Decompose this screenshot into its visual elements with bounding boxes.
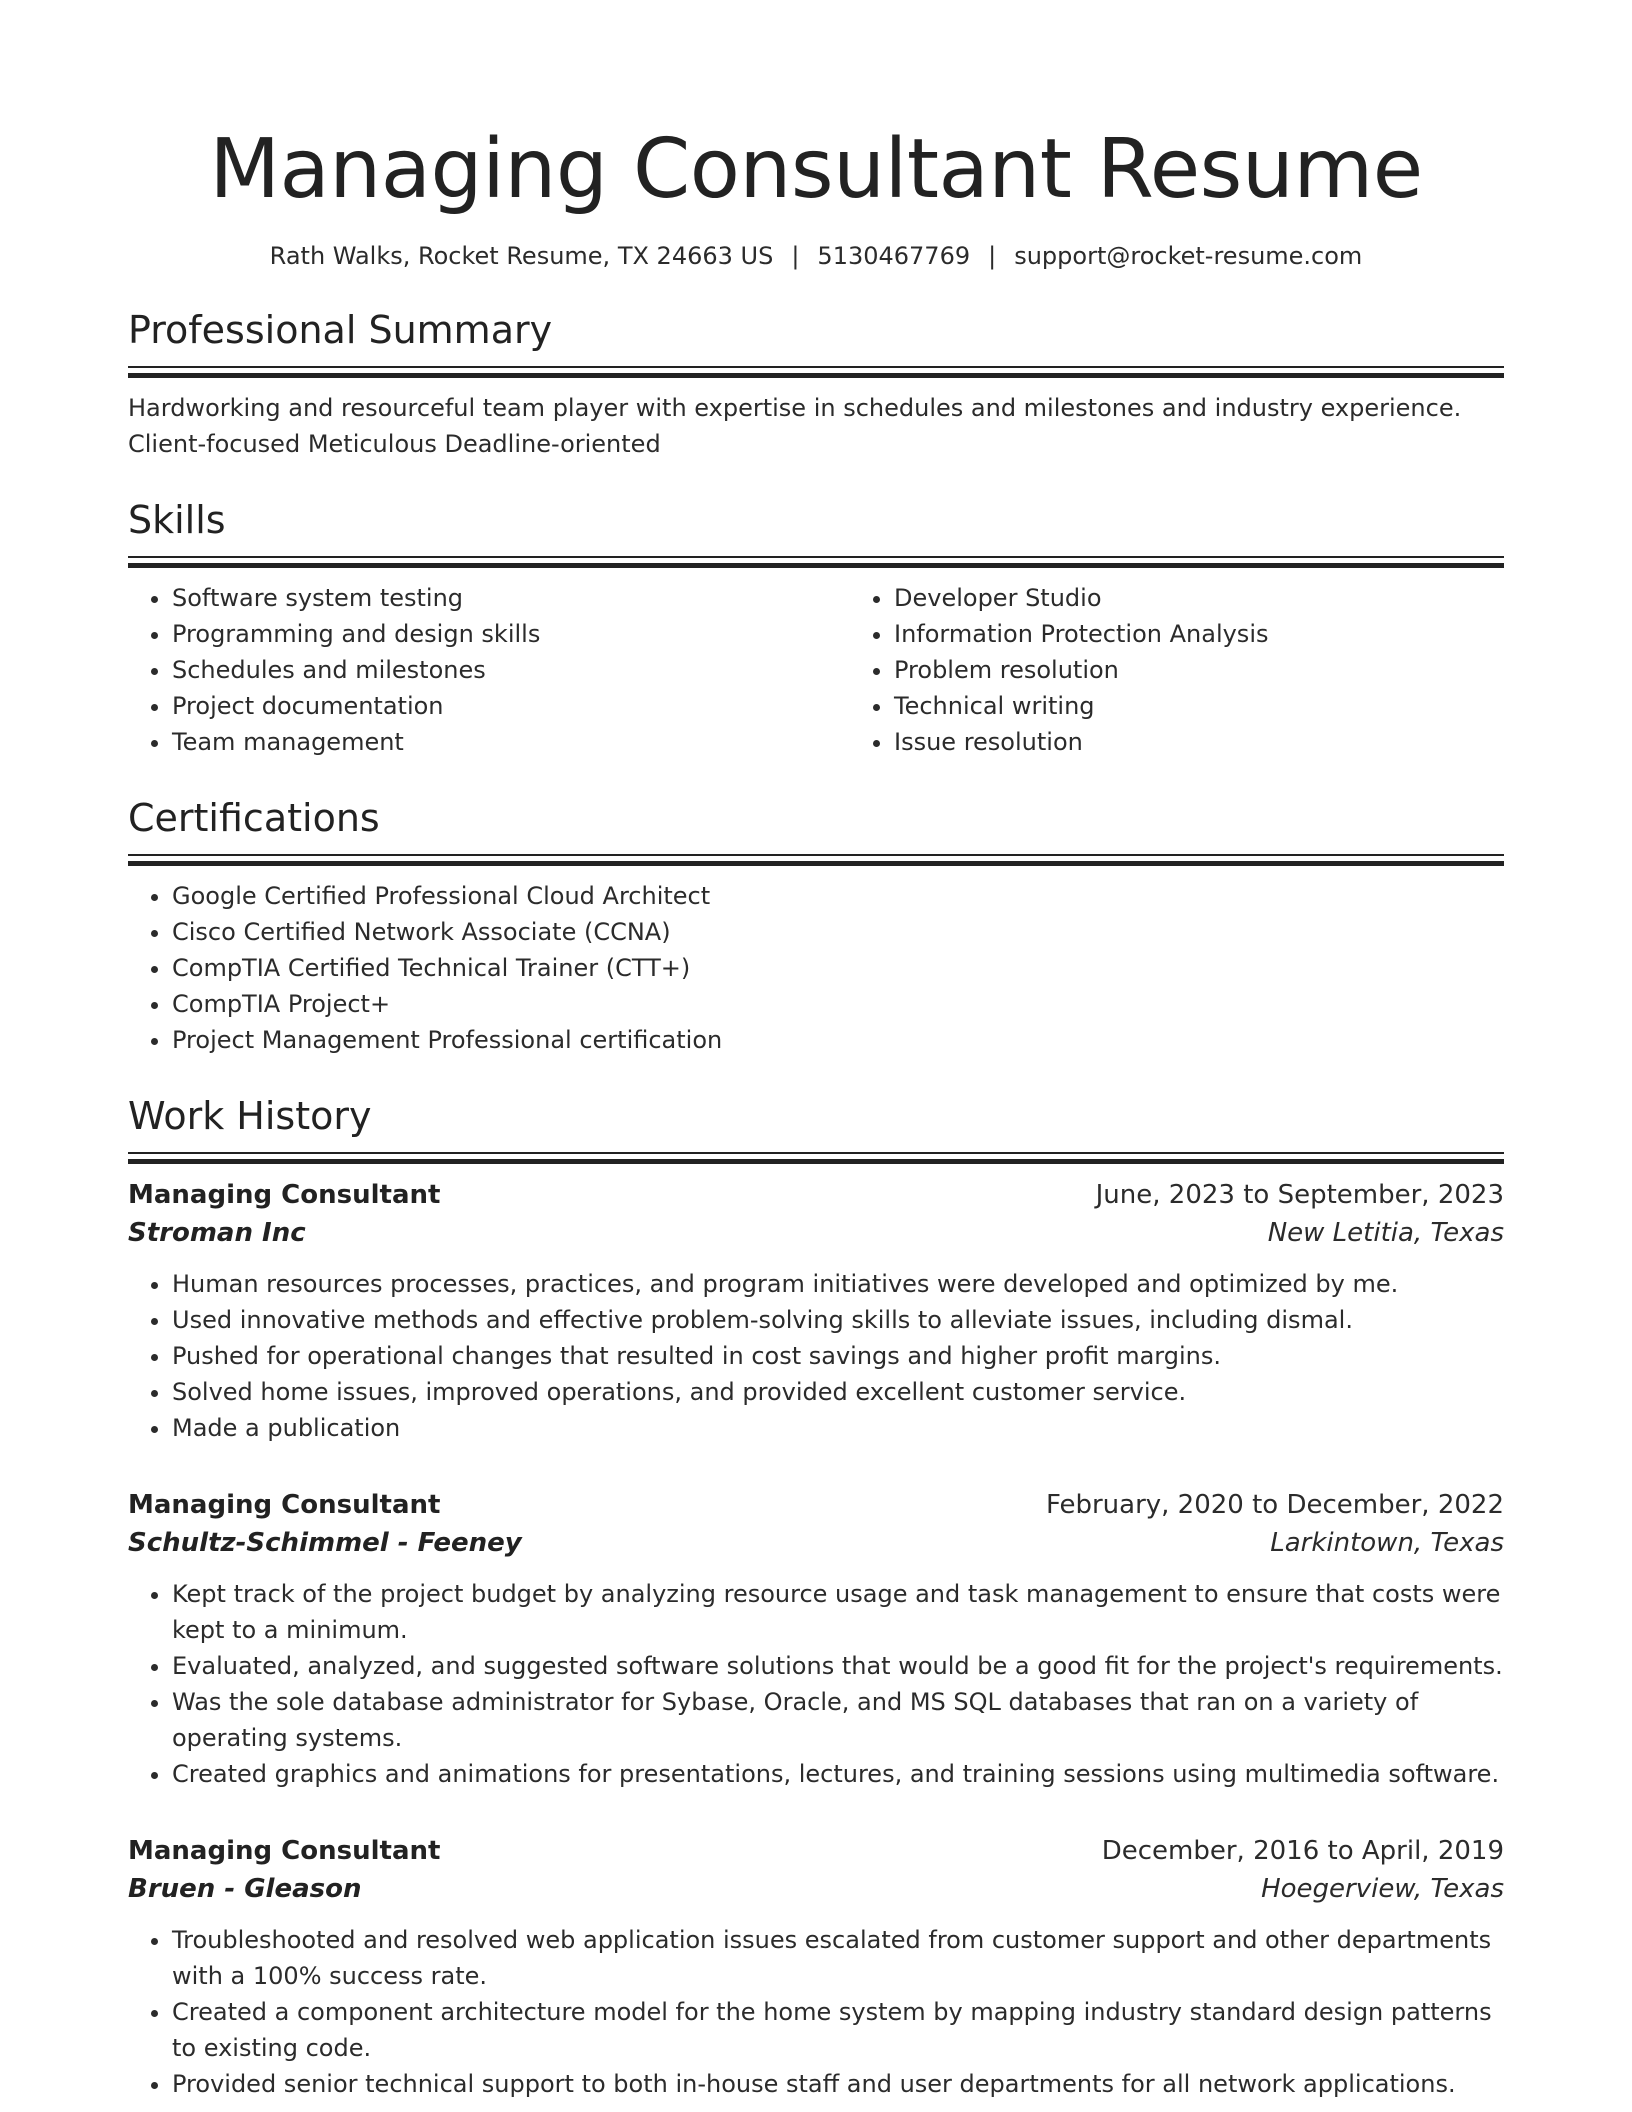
job-bullet: • Used innovative methods and effective problem-solving skills to alleviate issues, including dismal. xyxy=(172,1302,1504,1338)
contact-line xyxy=(128,240,1504,272)
certification-item: • CompTIA Project+ xyxy=(172,986,1504,1022)
skills-grid xyxy=(128,580,1504,760)
contact-email: support@rocket-resume.com xyxy=(1014,242,1363,270)
job-header-row xyxy=(128,1486,1504,1524)
job-bullet: • Was the sole database administrator for Sybase, Oracle, and MS SQL databases that ran on a variety of operating systems. xyxy=(172,1684,1504,1756)
skill-item: • Technical writing xyxy=(894,688,1572,724)
job-bullets xyxy=(128,1922,1504,2102)
section-divider xyxy=(128,1152,1504,1164)
job-bullet: • Made a publication xyxy=(172,1410,1504,1446)
section-divider xyxy=(128,854,1504,866)
skill-item: • Team management xyxy=(172,724,850,760)
summary-heading: Professional Summary xyxy=(128,308,553,352)
job-bullet: • Human resources processes, practices, and program initiatives were developed and optimized by me. xyxy=(172,1266,1504,1302)
contact-phone: 5130467769 xyxy=(817,242,971,270)
job-title: Managing Consultant xyxy=(128,1180,441,1210)
job-entry xyxy=(128,1176,1504,1446)
job-entry xyxy=(128,1832,1504,2102)
job-dates: December, 2016 to April, 2019 xyxy=(1101,1836,1504,1866)
contact-separator: | xyxy=(988,242,997,270)
job-location: New Letitia, Texas xyxy=(1267,1218,1504,1248)
skill-item: • Software system testing xyxy=(172,580,850,616)
certification-item: • Google Certified Professional Cloud Architect xyxy=(172,878,1504,914)
certifications-heading: Certifications xyxy=(128,796,380,840)
skill-item: • Schedules and milestones xyxy=(172,652,850,688)
skill-item: • Programming and design skills xyxy=(172,616,850,652)
job-title: Managing Consultant xyxy=(128,1836,441,1866)
job-bullet: • Created graphics and animations for presentations, lectures, and training sessions using multimedia software. xyxy=(172,1756,1504,1792)
job-bullet: • Created a component architecture model for the home system by mapping industry standard design patterns to existing code. xyxy=(172,1994,1504,2066)
skills-list-left xyxy=(128,580,850,760)
section-divider xyxy=(128,366,1504,378)
job-entry xyxy=(128,1486,1504,1792)
summary-text: Hardworking and resourceful team player with expertise in schedules and milestones and industry experience. Client-focused Meticulous Deadline-oriented xyxy=(128,394,1462,458)
job-location: Hoegerview, Texas xyxy=(1261,1874,1504,1904)
job-company-row xyxy=(128,1524,1504,1562)
job-bullet: • Kept track of the project budget by analyzing resource usage and task management to ensure that costs were kept to a minimum. xyxy=(172,1576,1504,1648)
skill-item: • Information Protection Analysis xyxy=(894,616,1572,652)
page-title: Managing Consultant Resume xyxy=(209,122,1423,217)
section-divider xyxy=(128,556,1504,568)
certification-item: • Cisco Certified Network Associate (CCNA) xyxy=(172,914,1504,950)
skills-list-right xyxy=(850,580,1572,760)
work-history-section xyxy=(128,1092,1504,2102)
job-title: Managing Consultant xyxy=(128,1490,441,1520)
job-bullet: • Troubleshooted and resolved web application issues escalated from customer support and other departments with a 100% success rate. xyxy=(172,1922,1504,1994)
resume-page xyxy=(128,0,1504,2102)
skill-item: • Problem resolution xyxy=(894,652,1572,688)
certifications-section xyxy=(128,794,1504,1058)
job-company-row xyxy=(128,1870,1504,1908)
summary-section xyxy=(128,306,1504,462)
skill-item: • Issue resolution xyxy=(894,724,1572,760)
job-bullet: • Provided senior technical support to both in-house staff and user departments for all network applications. xyxy=(172,2066,1504,2102)
contact-separator: | xyxy=(791,242,800,270)
job-dates: June, 2023 to September, 2023 xyxy=(1095,1180,1504,1210)
skill-item: • Project documentation xyxy=(172,688,850,724)
job-header-row xyxy=(128,1176,1504,1214)
job-header-row xyxy=(128,1832,1504,1870)
job-bullet: • Solved home issues, improved operations, and provided excellent customer service. xyxy=(172,1374,1504,1410)
certifications-list xyxy=(128,878,1504,1058)
skills-section xyxy=(128,496,1504,760)
job-bullets xyxy=(128,1266,1504,1446)
job-bullets xyxy=(128,1576,1504,1792)
contact-address: Rath Walks, Rocket Resume, TX 24663 US xyxy=(269,242,774,270)
job-dates: February, 2020 to December, 2022 xyxy=(1045,1490,1504,1520)
job-bullet: • Evaluated, analyzed, and suggested software solutions that would be a good fit for the project's requirements. xyxy=(172,1648,1504,1684)
job-company: Stroman Inc xyxy=(128,1218,306,1248)
certification-item: • Project Management Professional certification xyxy=(172,1022,1504,1058)
work-history-heading: Work History xyxy=(128,1094,372,1138)
certification-item: • CompTIA Certified Technical Trainer (CTT+) xyxy=(172,950,1504,986)
job-company: Bruen - Gleason xyxy=(128,1874,362,1904)
job-location: Larkintown, Texas xyxy=(1270,1528,1504,1558)
skill-item: • Developer Studio xyxy=(894,580,1572,616)
job-bullet: • Pushed for operational changes that resulted in cost savings and higher profit margins. xyxy=(172,1338,1504,1374)
job-company-row xyxy=(128,1214,1504,1252)
skills-heading: Skills xyxy=(128,498,226,542)
job-company: Schultz-Schimmel - Feeney xyxy=(128,1528,522,1558)
